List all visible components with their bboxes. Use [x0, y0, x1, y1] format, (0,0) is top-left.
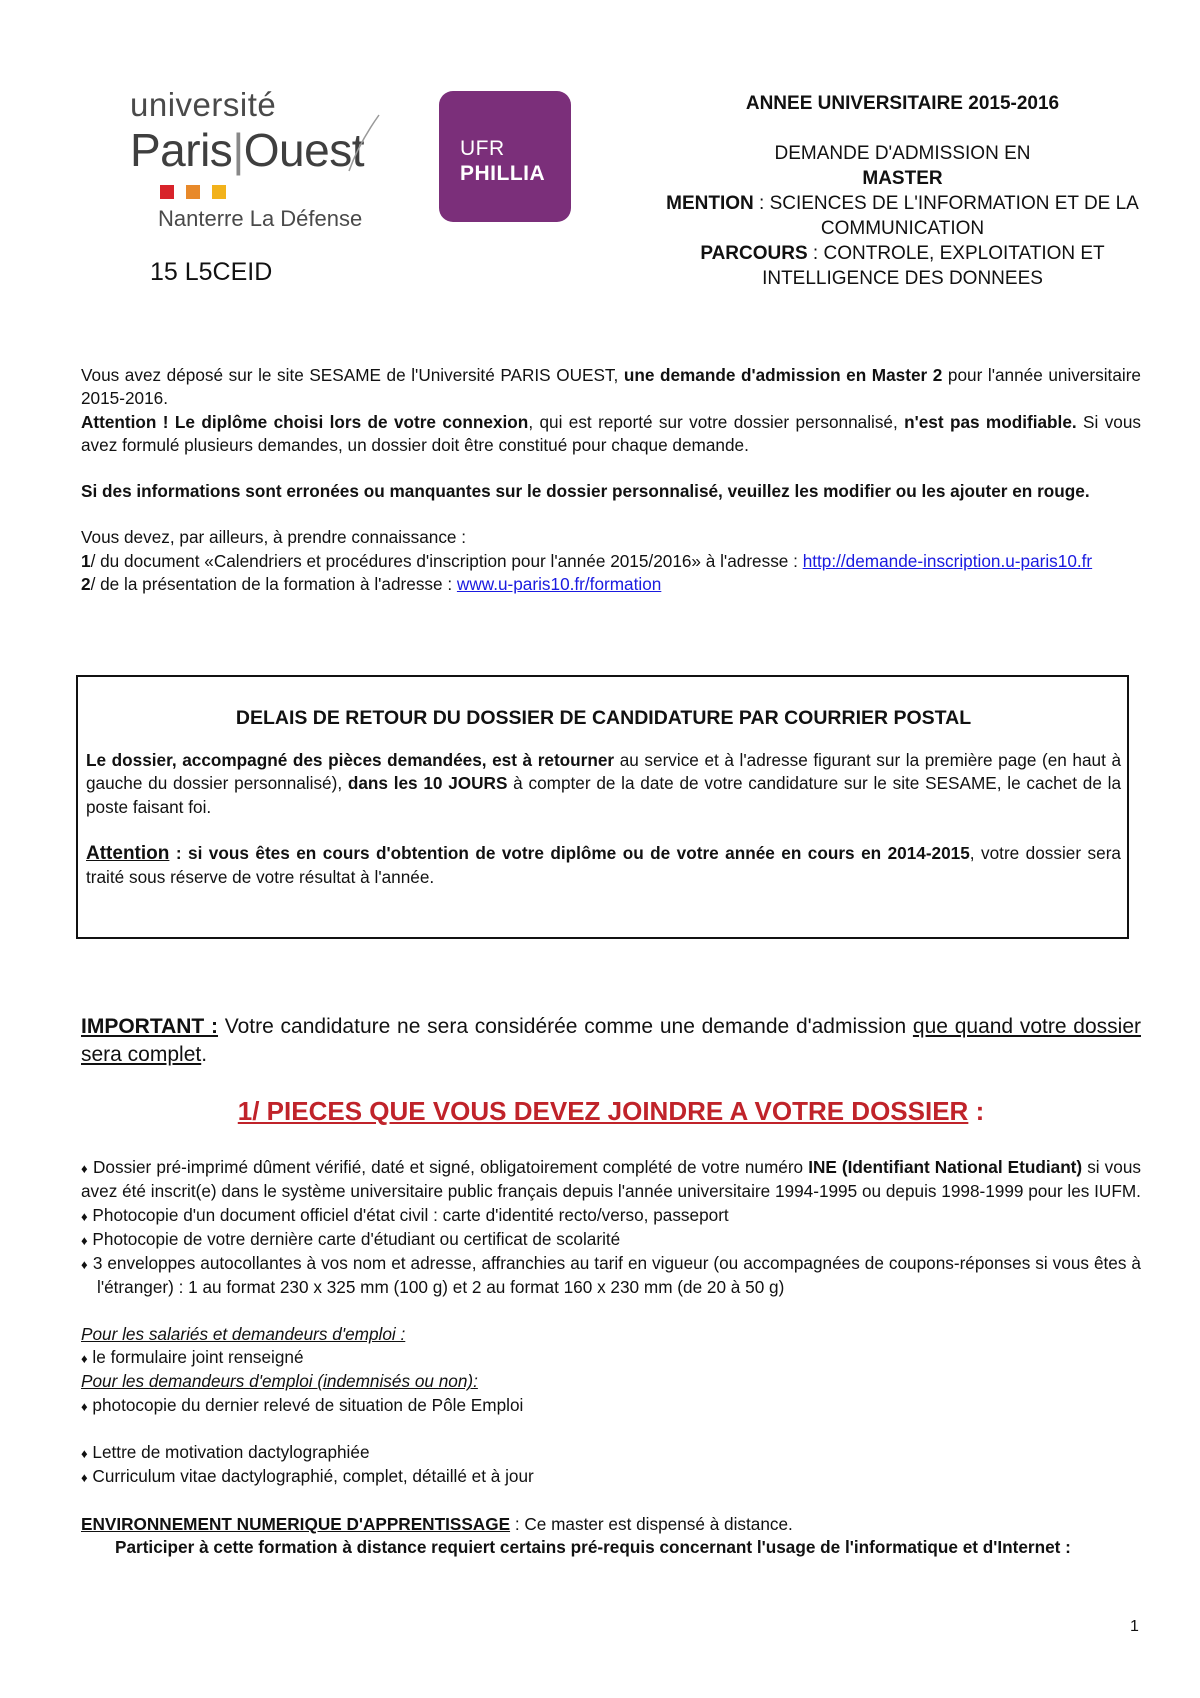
item1-text: Dossier pré-imprimé dûment vérifié, daté et signé, obligatoirement complété de votre numéro [87, 1157, 809, 1177]
list-item [81, 1252, 1141, 1300]
document-header [650, 91, 1155, 291]
bullet-icon: ♦ [81, 1257, 88, 1273]
deadline-box [76, 675, 1129, 939]
deadline-p2-end: , votre dossier sera traité sous réserve de votre résultat à l'année. [86, 843, 1121, 887]
section-title-end: : [968, 1096, 985, 1126]
logo-square-orange [186, 185, 200, 199]
ufr-logo-line1: UFR [460, 137, 505, 160]
logo-separator: | [232, 124, 244, 176]
admission-request: DEMANDE D'ADMISSION EN [774, 143, 1031, 164]
intro-p5-num: 1 [81, 550, 91, 571]
formation-link[interactable]: www.u-paris10.fr/formation [456, 574, 662, 595]
intro-p2-text: , qui est reporté sur votre dossier personnalisé, [528, 411, 905, 432]
intro-p1-bold: une demande d'admission en Master 2 [623, 365, 943, 385]
intro-paragraph-4: Vous devez, par ailleurs, à prendre connaissance : [81, 527, 467, 548]
deadline-p1-bold2: dans les 10 JOURS [347, 773, 508, 793]
list-item [81, 1465, 1141, 1489]
list-item [81, 1156, 1141, 1204]
intro-p6-num: 2 [81, 574, 91, 595]
section-title-text: 1/ PIECES QUE VOUS DEVEZ JOINDRE A VOTRE DOSSIER [237, 1096, 969, 1126]
deadline-box-content [86, 707, 1121, 889]
bullet-icon: ♦ [81, 1208, 88, 1224]
intro-p2-end: Si vous avez formulé plusieurs demandes, un dossier doit être constitué pour chaque demande. [81, 411, 1141, 455]
item6-text: photocopie du dernier relevé de situation de Pôle Emploi [87, 1394, 524, 1415]
bullet-icon: ♦ [81, 1232, 88, 1248]
environment-text: : Ce master est dispensé à distance. [510, 1513, 793, 1534]
logo-swoosh-icon [345, 113, 381, 173]
logo-square-yellow [212, 185, 226, 199]
important-underlined: que quand votre dossier sera complet [81, 1015, 1141, 1066]
deadline-p1-end: à compter de la date de votre candidature sur le site SESAME, le cachet de la poste faisant foi. [86, 773, 1121, 817]
calendar-link[interactable]: http://demande-inscription.u-paris10.fr [802, 550, 1093, 571]
logo-squares [130, 185, 420, 204]
important-end: . [201, 1043, 208, 1066]
page-number: 1 [1130, 1618, 1139, 1635]
ufr-logo-line2: PHILLIA [460, 162, 546, 185]
bullet-icon: ♦ [81, 1161, 88, 1176]
intro-p6-text: / de la présentation de la formation à l'adresse : [90, 574, 457, 595]
mention-line [650, 191, 1155, 241]
item2-text: Photocopie d'un document officiel d'état civil : carte d'identité recto/verso, passeport [87, 1204, 729, 1225]
ufr-logo [439, 91, 571, 222]
formation-code: 15 L5CEID [150, 258, 273, 286]
intro-p2-bold2: n'est pas modifiable. [904, 411, 1077, 432]
mention-value: : SCIENCES DE L'INFORMATION ET DE LA COMMUNICATION [753, 193, 1139, 239]
item5-text: le formulaire joint renseigné [87, 1347, 304, 1368]
intro-paragraph-2 [81, 411, 1141, 458]
logo-square-red [160, 185, 174, 199]
bullet-icon: ♦ [81, 1351, 88, 1367]
important-label: IMPORTANT : [81, 1015, 219, 1038]
list-item [81, 1204, 1141, 1228]
item1-end: si vous avez été inscrit(e) dans le système universitaire public français depuis l'année universitaire 1994-1995 ou depuis 1998-1999 pour les IUFM. [81, 1157, 1141, 1202]
item3-text: Photocopie de votre dernière carte d'étudiant ou certificat de scolarité [87, 1228, 621, 1249]
deadline-paragraph-2 [86, 842, 1121, 889]
degree-master: MASTER [862, 168, 943, 189]
deadline-p1-bold: Le dossier, accompagné des pièces demandées, est à retourner [86, 749, 615, 770]
mention-label: MENTION [666, 193, 754, 214]
parcours-value: : CONTROLE, EXPLOITATION ET INTELLIGENCE DES DONNEES [762, 243, 1105, 289]
list-item [81, 1228, 1141, 1252]
logo-line-nanterre: Nanterre La Défense [158, 206, 363, 231]
intro-paragraph-5 [81, 550, 1141, 573]
bullet-icon: ♦ [81, 1398, 88, 1414]
intro-p2-bold: Attention ! Le diplôme choisi lors de votre connexion [81, 411, 529, 432]
demandeurs-title: Pour les demandeurs d'emploi (indemnisés ou non): [81, 1371, 478, 1392]
demandeurs-subtitle [81, 1370, 1141, 1393]
item1-bold: INE (Identifiant National Etudiant) [808, 1157, 1083, 1177]
intro-p1-end: pour l'année universitaire 2015-2016. [81, 365, 1141, 409]
list-item [81, 1346, 1141, 1370]
academic-year: ANNEE UNIVERSITAIRE 2015-2016 [745, 93, 1060, 114]
intro-paragraph-3: Si des informations sont erronées ou manquantes sur le dossier personnalisé, veuillez les modifier ou les ajouter en rouge. [81, 481, 1090, 502]
environment-requirements: Participer à cette formation à distance requiert certains pré-requis concernant l'usage de l'informatique et d'Internet : [115, 1536, 1071, 1557]
bullet-icon: ♦ [81, 1445, 88, 1461]
deadline-p1-text: au service et à l'adresse figurant sur la première page (en haut à gauche du dossier personnalisé), [86, 749, 1122, 793]
intro-paragraph-6 [81, 573, 1141, 596]
deadline-p2-bold: : si vous êtes en cours d'obtention de votre diplôme ou de votre année en cours en 2014-2015 [169, 843, 970, 863]
salaries-subtitle [81, 1323, 1141, 1346]
deadline-paragraph-1 [86, 749, 1121, 820]
intro-p1-text: Vous avez déposé sur le site SESAME de l'Université PARIS OUEST, [81, 365, 624, 385]
logo-ouest: Ouest [243, 124, 364, 176]
important-notice [81, 1013, 1141, 1069]
intro-p5-text: / du document «Calendriers et procédures d'inscription pour l'année 2015/2016» à l'adresse : [90, 550, 803, 571]
environment-title: ENVIRONNEMENT NUMERIQUE D'APPRENTISSAGE [81, 1513, 511, 1534]
deadline-attention: Attention [86, 843, 170, 864]
deadline-box-title: DELAIS DE RETOUR DU DOSSIER DE CANDIDATURE PAR COURRIER POSTAL [235, 707, 972, 729]
intro-section [81, 364, 1141, 596]
environment-line [81, 1513, 1141, 1536]
deadline-p2-bold-wrap [86, 843, 970, 863]
section-title [81, 1096, 1141, 1127]
list-item [81, 1441, 1141, 1465]
university-logo [130, 88, 420, 238]
logo-paris: Paris [130, 124, 233, 176]
logo-line-universite: université [130, 86, 277, 123]
salaries-title: Pour les salariés et demandeurs d'emploi : [81, 1323, 406, 1344]
bullet-icon: ♦ [81, 1470, 88, 1486]
parcours-label: PARCOURS [700, 243, 808, 264]
item8-text: Curriculum vitae dactylographié, complet, détaillé et à jour [87, 1466, 534, 1487]
important-text: Votre candidature ne sera considérée comme une demande d'admission [218, 1015, 913, 1038]
list-item [81, 1394, 1141, 1418]
item7-text: Lettre de motivation dactylographiée [87, 1441, 370, 1462]
logo-line-paris-ouest [130, 124, 420, 179]
parcours-line [650, 241, 1155, 291]
item4-text: 3 enveloppes autocollantes à vos nom et adresse, affranchies au tarif en vigueur (ou accompagnées de coupons-réponses si vous êtes à l'étranger) : 1 au format 230 x 325 mm (100 g) et 2 au format 160 x 230 mm (de 20 à 50 g) [87, 1253, 1141, 1298]
required-documents-list [81, 1156, 1141, 1559]
intro-paragraph-1 [81, 364, 1141, 411]
